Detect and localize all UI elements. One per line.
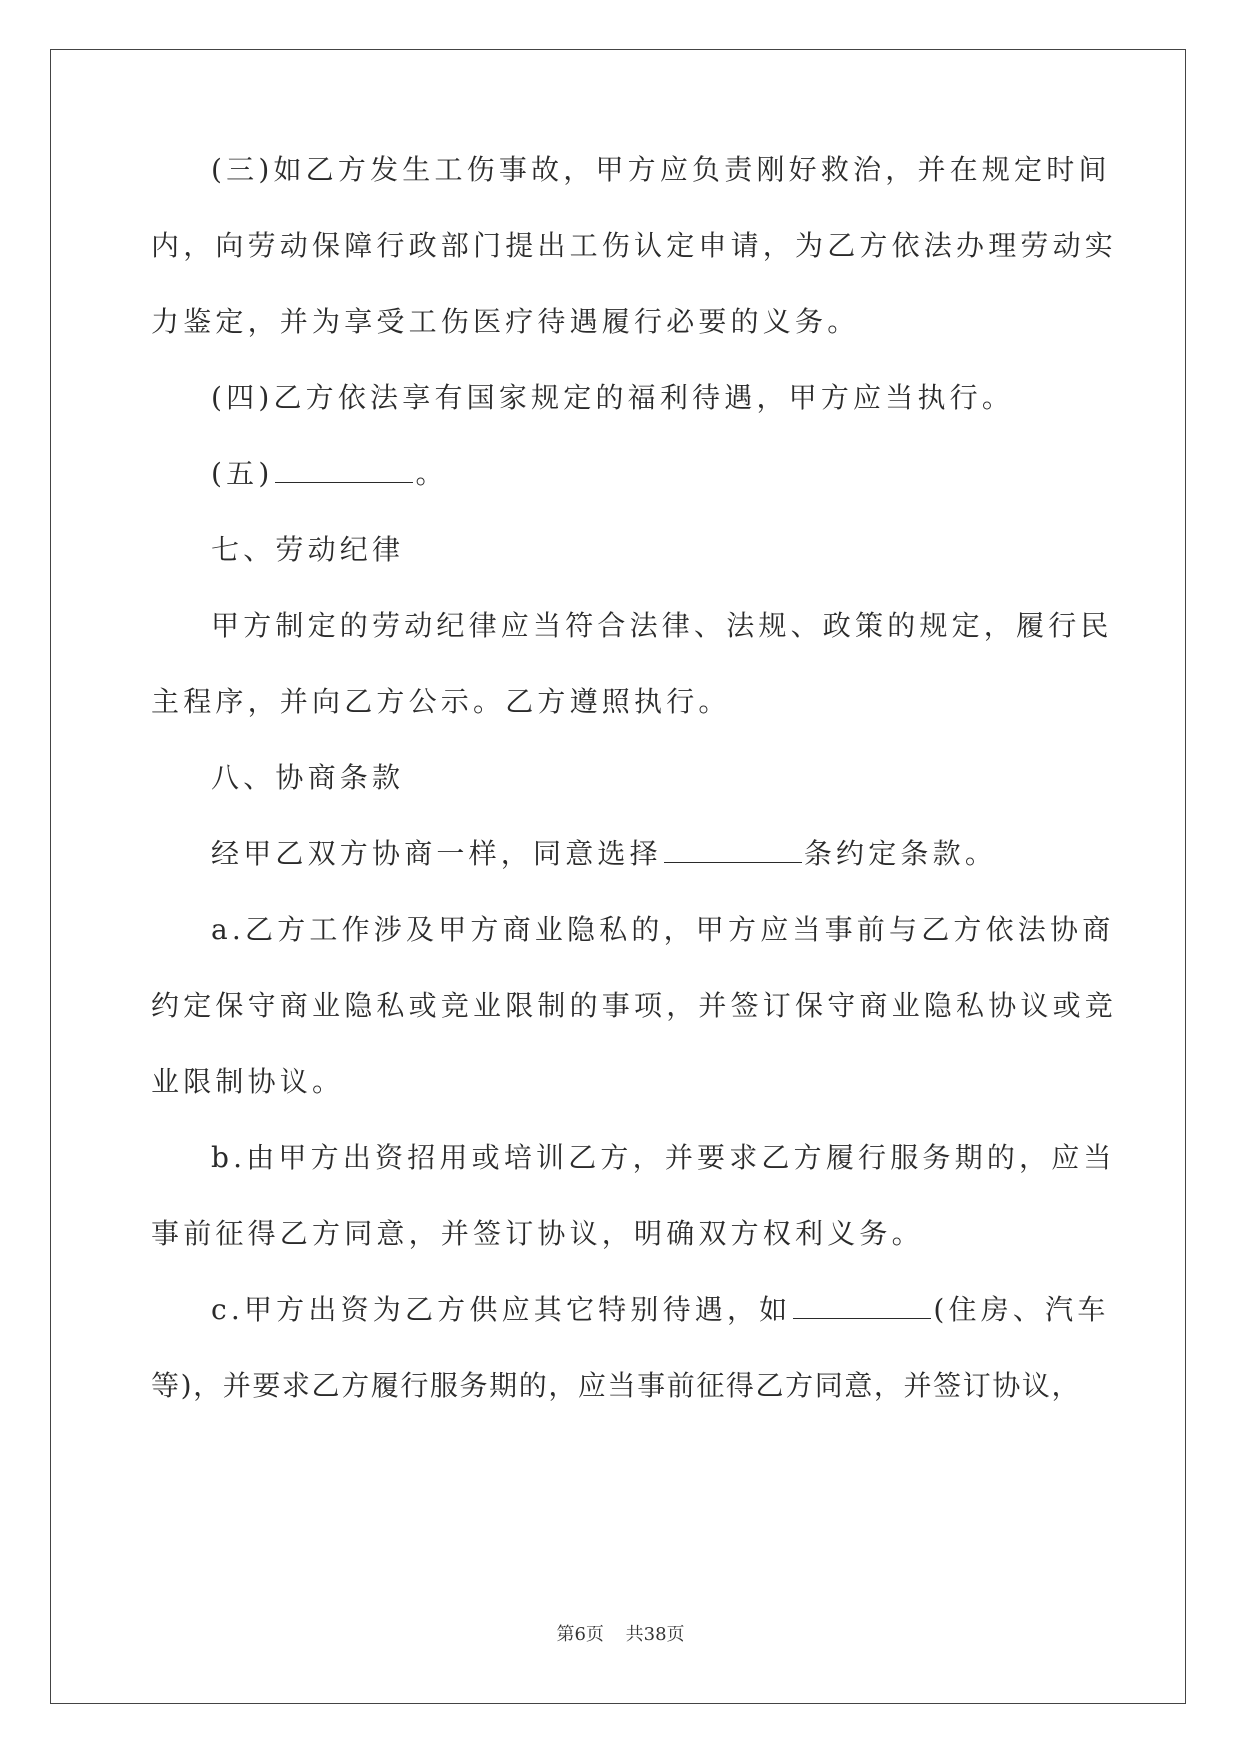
fill-in-blank bbox=[275, 460, 413, 483]
paragraph-line: 主程序，并向乙方公示。乙方遵照执行。 bbox=[151, 685, 731, 718]
paragraph-line-with-blank bbox=[211, 1290, 1151, 1330]
fill-in-blank bbox=[793, 1296, 931, 1319]
line-text-before: (五) bbox=[211, 457, 274, 490]
paragraph-line: b.由甲方出资招用或培训乙方，并要求乙方履行服务期的，应当 bbox=[211, 1141, 1116, 1174]
section-heading: 七、劳动纪律 bbox=[211, 533, 405, 566]
line-text-after: 。 bbox=[415, 457, 448, 490]
paragraph-line: 内，向劳动保障行政部门提出工伤认定申请，为乙方依法办理劳动实 bbox=[151, 229, 1118, 262]
paragraph-line-with-blank bbox=[211, 834, 1151, 874]
paragraph-line: (三)如乙方发生工伤事故，甲方应负责刚好救治，并在规定时间 bbox=[211, 153, 1111, 186]
paragraph-line: 等)，并要求乙方履行服务期的，应当事前征得乙方同意，并签订协议， bbox=[151, 1369, 1082, 1402]
paragraph-line: (四)乙方依法享有国家规定的福利待遇，甲方应当执行。 bbox=[211, 381, 1015, 414]
paragraph-line: 甲方制定的劳动纪律应当符合法律、法规、政策的规定，履行民 bbox=[211, 609, 1113, 642]
paragraph-line: 约定保守商业隐私或竞业限制的事项，并签订保守商业隐私协议或竞 bbox=[151, 989, 1118, 1022]
section-heading: 八、协商条款 bbox=[211, 761, 405, 794]
fill-in-blank bbox=[664, 840, 802, 863]
page-footer bbox=[0, 1620, 1241, 1646]
page-border bbox=[50, 49, 1186, 1704]
line-text-before: c.甲方出资为乙方供应其它特别待遇，如 bbox=[211, 1293, 792, 1326]
paragraph-line: 事前征得乙方同意，并签订协议，明确双方权利义务。 bbox=[151, 1217, 924, 1250]
line-text-before: 经甲乙双方协商一样，同意选择 bbox=[211, 837, 662, 870]
page-number: 第6页 bbox=[556, 1624, 604, 1645]
line-text-after: (住房、汽车 bbox=[933, 1293, 1110, 1326]
line-text-after: 条约定条款。 bbox=[803, 837, 998, 870]
paragraph-line: a.乙方工作涉及甲方商业隐私的，甲方应当事前与乙方依法协商 bbox=[211, 913, 1115, 946]
paragraph-line-with-blank bbox=[211, 454, 1151, 494]
paragraph-line: 力鉴定，并为享受工伤医疗待遇履行必要的义务。 bbox=[151, 305, 860, 338]
paragraph-line: 业限制协议。 bbox=[151, 1065, 345, 1098]
total-pages: 共38页 bbox=[625, 1624, 685, 1645]
